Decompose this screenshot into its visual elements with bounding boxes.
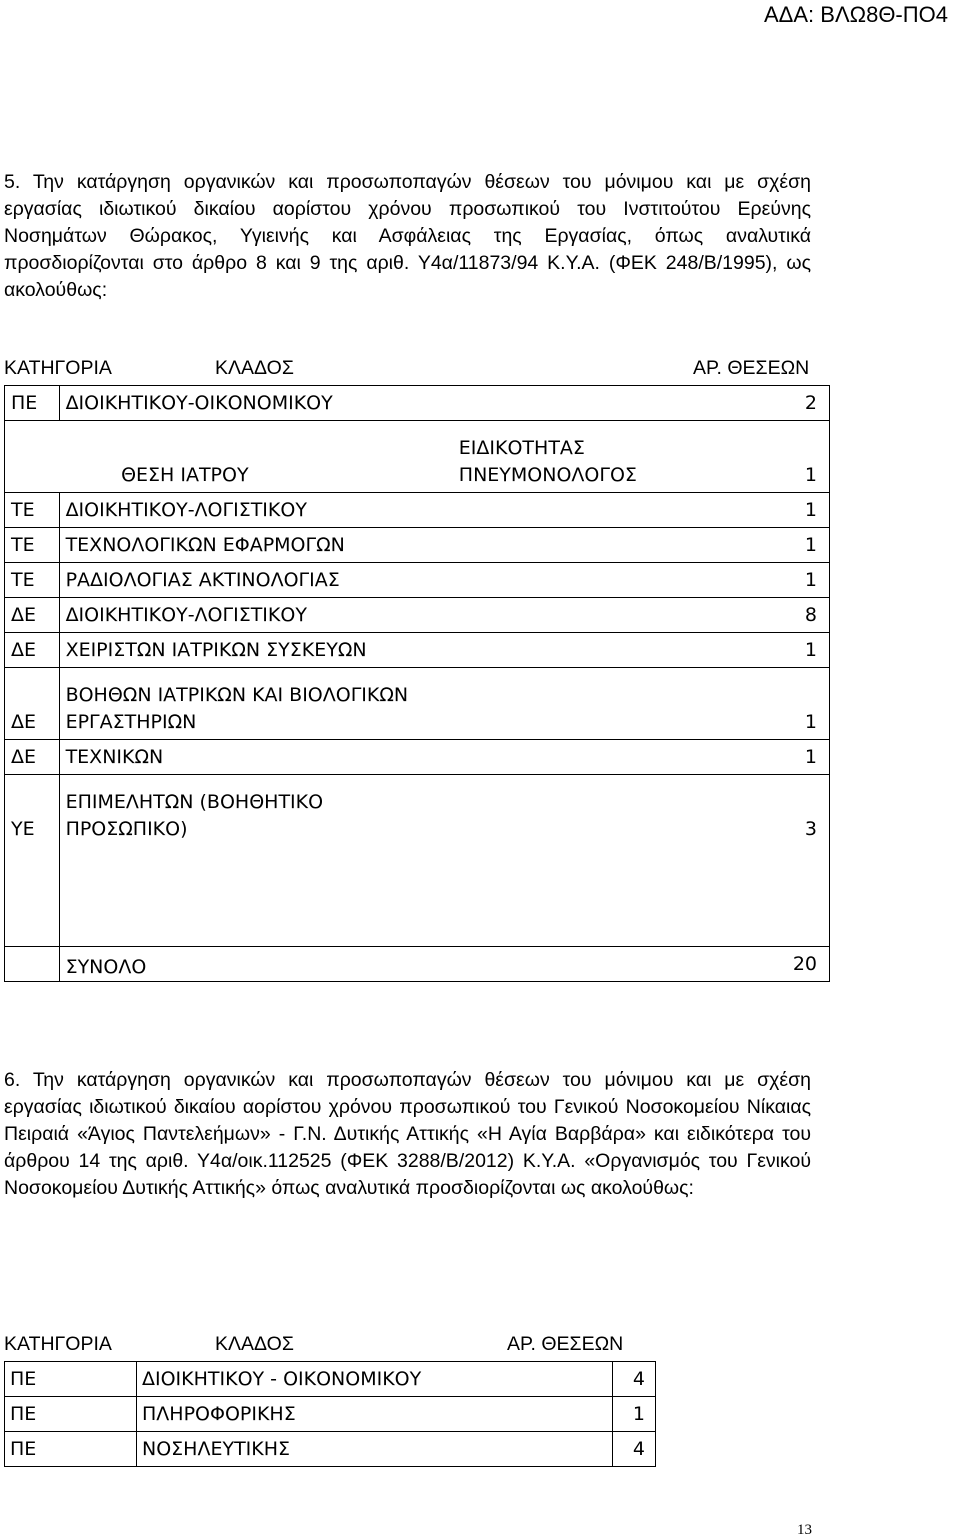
specialty-cell xyxy=(437,775,760,847)
count-cell: 1 xyxy=(760,740,829,775)
count-cell: 1 xyxy=(760,528,829,563)
branch-cell: ΡΑΔΙΟΛΟΓΙΑΣ ΑΚΤΙΝΟΛΟΓΙΑΣ xyxy=(59,563,437,598)
count-cell: 1 xyxy=(760,668,829,740)
category-cell: ΔΕ xyxy=(5,740,60,775)
specialty-cell xyxy=(437,846,760,947)
count-cell: 4 xyxy=(613,1362,656,1397)
branch-cell: ΠΛΗΡΟΦΟΡΙΚΗΣ xyxy=(137,1397,613,1432)
branch-cell: ΝΟΣΗΛΕΥΤΙΚΗΣ xyxy=(137,1432,613,1467)
table2-header-positions: ΑΡ. ΘΕΣΕΩΝ xyxy=(507,1333,624,1355)
paragraph-6: 6. Την κατάργηση οργανικών και προσωποπαγών θέσεων του μόνιμου και με σχέση εργασίας ιδιωτικού δικαίου αορίστου χρόνου προσωπικού του Γενικού Νοσοκομείου Νίκαιας Πειραιά «Άγιος Παντελεήμων» - Γ.Ν. Δυτικής Αττικής «Η Αγία Βαρβάρα» και ειδικότερα του άρθρου 14 της αριθ. Υ4α/οικ.112525 (ΦΕΚ 3288/Β/2012) Κ.Υ.Α. «Οργανισμός του Γενικού Νοσοκομείου Δυτικής Αττικής» όπως αναλυτικά προσδιορίζονται ως ακολούθως: xyxy=(4,1069,811,1199)
total-label: ΣΥΝΟΛΟ xyxy=(59,947,437,982)
specialty-cell xyxy=(437,386,760,421)
branch-cell: ΔΙΟΙΚΗΤΙΚΟΥ-ΛΟΓΙΣΤΙΚΟΥ xyxy=(59,493,437,528)
branch-cell: ΔΙΟΙΚΗΤΙΚΟΥ - ΟΙΚΟΝΟΜΙΚΟΥ xyxy=(137,1362,613,1397)
table-row xyxy=(5,528,830,563)
category-cell: ΥΕ xyxy=(5,775,60,847)
table-row xyxy=(5,740,830,775)
branch-cell: ΘΕΣΗ ΙΑΤΡΟΥ xyxy=(59,421,437,493)
category-cell xyxy=(5,947,60,982)
branch-cell: ΤΕΧΝΙΚΩΝ xyxy=(59,740,437,775)
branch-cell: ΔΙΟΙΚΗΤΙΚΟΥ-ΛΟΓΙΣΤΙΚΟΥ xyxy=(59,598,437,633)
count-cell: 2 xyxy=(760,386,829,421)
table1-header-category: ΚΑΤΗΓΟΡΙΑ xyxy=(4,357,112,379)
category-cell: ΠΕ xyxy=(5,1432,137,1467)
paragraph-5: 5. Την κατάργηση οργανικών και προσωποπαγών θέσεων του μόνιμου και με σχέση εργασίας ιδιωτικού δικαίου αορίστου χρόνου προσωπικού του Ινστιτούτου Ερεύνης Νοσημάτων Θώρακος, Υγιεινής και Ασφάλειας της Εργασίας, όπως αναλυτικά προσδιορίζονται στο άρθρο 8 και 9 της αριθ. Υ4α/11873/94 Κ.Υ.Α. (ΦΕΚ 248/Β/1995), ως ακολούθως: xyxy=(4,171,811,301)
table-row xyxy=(5,1362,656,1397)
count-cell xyxy=(760,846,829,947)
category-cell: ΤΕ xyxy=(5,493,60,528)
page-number: 13 xyxy=(797,1522,812,1538)
count-cell: 1 xyxy=(760,493,829,528)
count-cell: 1 xyxy=(613,1397,656,1432)
count-cell: 1 xyxy=(760,421,829,493)
category-cell: ΔΕ xyxy=(5,598,60,633)
branch-cell xyxy=(59,846,437,947)
category-cell: ΔΕ xyxy=(5,633,60,668)
category-cell: ΠΕ xyxy=(5,1397,137,1432)
branch-cell: ΔΙΟΙΚΗΤΙΚΟΥ-ΟΙΚΟΝΟΜΙΚΟΥ xyxy=(59,386,437,421)
table-row xyxy=(5,1432,656,1467)
specialty-cell xyxy=(437,668,760,740)
branch-cell: ΧΕΙΡΙΣΤΩΝ ΙΑΤΡΙΚΩΝ ΣΥΣΚΕΥΩΝ xyxy=(59,633,437,668)
total-row xyxy=(5,947,830,982)
specialty-cell xyxy=(437,528,760,563)
table-row xyxy=(5,775,830,847)
table-row xyxy=(5,1397,656,1432)
table-row xyxy=(5,421,830,493)
total-value: 20 xyxy=(760,947,829,982)
specialty-cell xyxy=(437,633,760,668)
specialty-cell xyxy=(437,563,760,598)
table2-header-category: ΚΑΤΗΓΟΡΙΑ xyxy=(4,1333,112,1355)
category-cell: ΠΕ xyxy=(5,1362,137,1397)
branch-cell: ΒΟΗΘΩΝ ΙΑΤΡΙΚΩΝ ΚΑΙ ΒΙΟΛΟΓΙΚΩΝ ΕΡΓΑΣΤΗΡΙΩΝ xyxy=(59,668,437,740)
table-row xyxy=(5,493,830,528)
specialty-cell xyxy=(437,947,760,982)
table1-header-positions: ΑΡ. ΘΕΣΕΩΝ xyxy=(693,357,810,379)
specialty-cell: ΕΙΔΙΚΟΤΗΤΑΣ ΠΝΕΥΜΟΝΟΛΟΓΟΣ xyxy=(437,421,760,493)
positions-table-1 xyxy=(4,385,830,982)
table-row xyxy=(5,563,830,598)
category-cell xyxy=(5,421,60,493)
specialty-cell xyxy=(437,598,760,633)
branch-cell: ΕΠΙΜΕΛΗΤΩΝ (ΒΟΗΘΗΤΙΚΟ ΠΡΟΣΩΠΙΚΟ) xyxy=(59,775,437,847)
count-cell: 3 xyxy=(760,775,829,847)
category-cell: ΤΕ xyxy=(5,563,60,598)
table-row xyxy=(5,846,830,947)
count-cell: 4 xyxy=(613,1432,656,1467)
branch-cell: ΤΕΧΝΟΛΟΓΙΚΩΝ ΕΦΑΡΜΟΓΩΝ xyxy=(59,528,437,563)
table-row xyxy=(5,598,830,633)
category-cell: ΤΕ xyxy=(5,528,60,563)
specialty-cell xyxy=(437,493,760,528)
table-row xyxy=(5,668,830,740)
table-row xyxy=(5,386,830,421)
ada-code: ΑΔΑ: ΒΛΩ8Θ-ΠΟ4 xyxy=(764,2,948,27)
category-cell: ΔΕ xyxy=(5,668,60,740)
count-cell: 8 xyxy=(760,598,829,633)
table1-header-branch: ΚΛΑΔΟΣ xyxy=(215,357,294,379)
table-row xyxy=(5,633,830,668)
count-cell: 1 xyxy=(760,633,829,668)
category-cell xyxy=(5,846,60,947)
positions-table-2 xyxy=(4,1361,656,1467)
category-cell: ΠΕ xyxy=(5,386,60,421)
table2-header-branch: ΚΛΑΔΟΣ xyxy=(215,1333,294,1355)
specialty-cell xyxy=(437,740,760,775)
count-cell: 1 xyxy=(760,563,829,598)
